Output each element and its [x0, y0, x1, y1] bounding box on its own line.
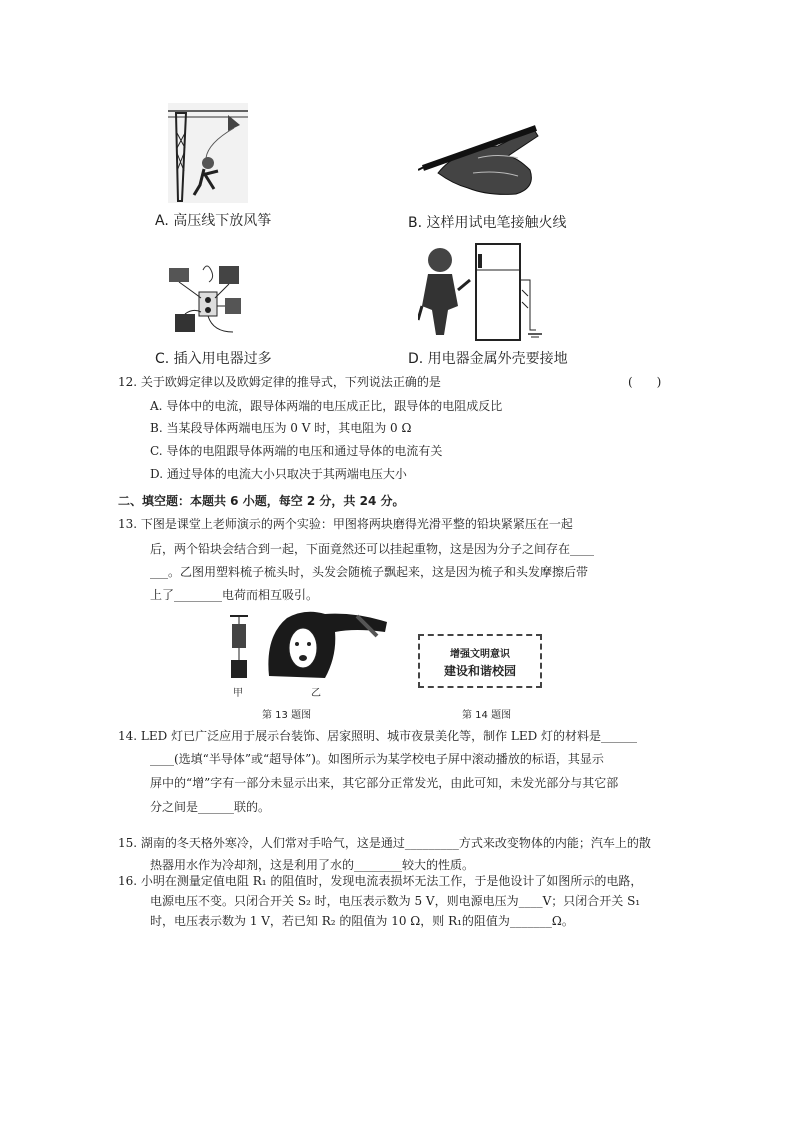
- figure-led-sign: [418, 634, 542, 688]
- figure-lead-blocks: [226, 612, 252, 682]
- q13-line-2: 后，两个铅块会结合到一起，下面竟然还可以挂起重物，这是因为分子之间存在____: [150, 542, 595, 556]
- option-d-caption: D. 用电器金属外壳要接地: [408, 351, 568, 367]
- q15-line-1: 15. 湖南的冬天格外寒冷，人们常对手哈气，这是通过_________方式来改变物体的内能；汽车上的散: [118, 836, 651, 850]
- sign-line-2: 建设和谐校园: [443, 664, 516, 678]
- caption-fig-14: 第 14 题图: [462, 710, 512, 721]
- figure-kite-under-power-line: [168, 103, 248, 203]
- q15-line-2: 热器用水作为冷却剂，这是利用了水的________较大的性质。: [150, 858, 475, 872]
- q12-answer-paren: ( ): [628, 375, 662, 389]
- q13-line-1: 13. 下图是课堂上老师演示的两个实验：甲图将两块磨得光滑平整的铅块紧紧压在一起: [118, 517, 573, 531]
- option-a-caption: A. 高压线下放风筝: [155, 213, 272, 229]
- label-jia: 甲: [233, 688, 243, 699]
- q12-option-c: C. 导体的电阻跟导体两端的电压和通过导体的电流有关: [150, 444, 443, 458]
- q14-line-3: 屏中的“增”字有一部分未显示出来，其它部分正常发光，由此可知，未发光部分与其它部: [150, 776, 619, 790]
- section-2-heading: 二、填空题：本题共 6 小题，每空 2 分，共 24 分。: [118, 494, 405, 508]
- q12-stem: 12. 关于欧姆定律以及欧姆定律的推导式，下列说法正确的是: [118, 375, 441, 389]
- q16-line-1: 16. 小明在测量定值电阻 R₁ 的阻值时，发现电流表损坏无法工作，于是他设计了如图所示的电路，: [118, 874, 643, 888]
- figure-hand-test-pen: [418, 118, 548, 198]
- q14-line-2: ____(选填“半导体”或“超导体”)。如图所示为某学校电子屏中滚动播放的标语，其显示: [150, 752, 604, 766]
- q16-line-2: 电源电压不变。只闭合开关 S₂ 时，电压表示数为 5 V，则电源电压为____V；只闭合开关 S₁: [150, 894, 641, 908]
- q14-line-1: 14. LED 灯已广泛应用于展示台装饰、居家照明、城市夜景美化等，制作 LED 灯的材料是______: [118, 729, 638, 743]
- q16-line-3: 时，电压表示数为 1 V，若已知 R₂ 的阻值为 10 Ω，则 R₁的阻值为_______Ω。: [150, 914, 574, 928]
- option-c-caption: C. 插入用电器过多: [155, 351, 272, 367]
- q13-line-3: ___。乙图用塑料梳子梳头时，头发会随梳子飘起来，这是因为梳子和头发摩擦后带: [150, 565, 589, 579]
- q12-option-d: D. 通过导体的电流大小只取决于其两端电压大小: [150, 467, 407, 481]
- caption-fig-13: 第 13 题图: [262, 710, 312, 721]
- sign-line-1: 增强文明意识: [450, 649, 510, 660]
- q12-option-a: A. 导体中的电流，跟导体两端的电压成正比，跟导体的电阻成反比: [150, 399, 503, 413]
- q13-line-4: 上了________电荷而相互吸引。: [150, 588, 319, 602]
- option-b-caption: B. 这样用试电笔接触火线: [408, 215, 567, 231]
- figure-girl-combing-hair: [265, 606, 391, 682]
- q14-line-4: 分之间是______联的。: [150, 800, 271, 814]
- q12-option-b: B. 当某段导体两端电压为 0 V 时，其电阻为 0 Ω: [150, 421, 412, 435]
- figure-overloaded-socket: [163, 262, 251, 340]
- figure-fridge-grounding: [418, 240, 546, 342]
- label-yi: 乙: [311, 688, 321, 699]
